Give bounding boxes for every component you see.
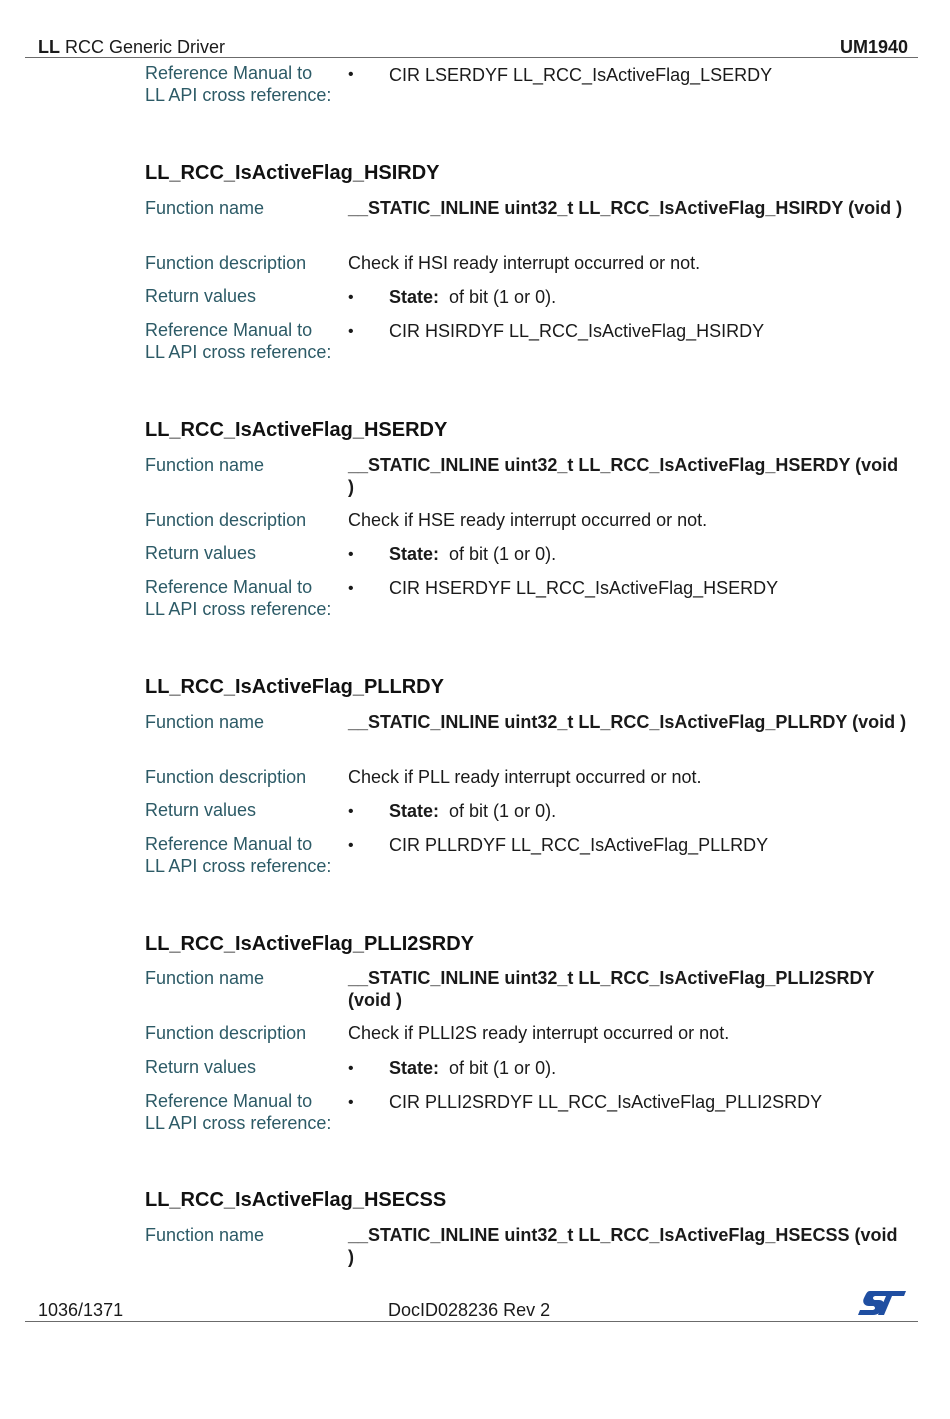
function-signature: __STATIC_INLINE uint32_t LL_RCC_IsActiveFlag_PLLRDY (void )	[348, 712, 907, 732]
header-title	[38, 36, 225, 58]
function-description-label: Function description	[145, 767, 307, 787]
function-signature: __STATIC_INLINE uint32_t LL_RCC_IsActiveFlag_HSIRDY (void )	[348, 198, 903, 218]
function-description: Check if PLLI2S ready interrupt occurred or not.	[348, 1023, 730, 1043]
section-title: LL_RCC_IsActiveFlag_PLLRDY	[145, 676, 444, 698]
section-title: LL_RCC_IsActiveFlag_HSIRDY	[145, 162, 440, 184]
return-state-label: State:	[389, 287, 440, 307]
return-values-label: Return values	[145, 1057, 257, 1077]
bullet-icon: •	[348, 66, 354, 83]
function-name-label: Function name	[145, 1225, 265, 1245]
return-values-label: Return values	[145, 800, 257, 820]
bullet-icon: •	[348, 546, 354, 563]
bullet-icon: •	[348, 837, 354, 854]
header-title-rest: RCC Generic Driver	[60, 37, 226, 57]
top-reference-item: CIR LSERDYF LL_RCC_IsActiveFlag_LSERDY	[389, 65, 773, 85]
function-description: Check if HSI ready interrupt occurred or not.	[348, 253, 701, 273]
bullet-icon: •	[348, 803, 354, 820]
return-state-text: of bit (1 or 0).	[449, 287, 557, 307]
reference-label: Reference Manual to LL API cross reference:	[145, 1091, 332, 1133]
document-id: DocID028236 Rev 2	[388, 1300, 551, 1320]
function-signature: __STATIC_INLINE uint32_t LL_RCC_IsActiveFlag_HSERDY (void )	[348, 455, 899, 497]
bullet-icon: •	[348, 1060, 354, 1077]
return-state-label: State:	[389, 801, 440, 821]
return-state-text: of bit (1 or 0).	[449, 544, 557, 564]
return-value-item	[389, 286, 919, 308]
reference-item: CIR HSERDYF LL_RCC_IsActiveFlag_HSERDY	[389, 578, 779, 598]
section-title: LL_RCC_IsActiveFlag_HSERDY	[145, 419, 448, 441]
function-description: Check if HSE ready interrupt occurred or not.	[348, 510, 708, 530]
function-name-label: Function name	[145, 455, 265, 475]
return-state-text: of bit (1 or 0).	[449, 1058, 557, 1078]
bullet-icon: •	[348, 580, 354, 597]
function-name-label: Function name	[145, 968, 265, 988]
section-title: LL_RCC_IsActiveFlag_HSECSS	[145, 1189, 447, 1211]
reference-label: Reference Manual to LL API cross reference:	[145, 834, 332, 876]
reference-item: CIR PLLRDYF LL_RCC_IsActiveFlag_PLLRDY	[389, 835, 769, 855]
reference-label: Reference Manual to LL API cross reference:	[145, 320, 332, 362]
function-name-label: Function name	[145, 712, 265, 732]
header-divider	[25, 57, 918, 58]
return-value-item	[389, 800, 919, 822]
return-values-label: Return values	[145, 543, 257, 563]
function-description: Check if PLL ready interrupt occurred or not.	[348, 767, 702, 787]
function-description-label: Function description	[145, 1023, 307, 1043]
return-state-text: of bit (1 or 0).	[449, 801, 557, 821]
function-description-label: Function description	[145, 253, 307, 273]
page-number: 1036/1371	[38, 1300, 124, 1320]
function-name-label: Function name	[145, 198, 265, 218]
bullet-icon: •	[348, 323, 354, 340]
return-state-label: State:	[389, 1058, 440, 1078]
header-title-bold: LL	[38, 37, 60, 57]
function-signature: __STATIC_INLINE uint32_t LL_RCC_IsActiveFlag_PLLI2SRDY (void )	[348, 968, 875, 1010]
return-values-label: Return values	[145, 286, 257, 306]
page-header	[38, 36, 908, 58]
st-logo-icon	[856, 1288, 908, 1318]
function-description-label: Function description	[145, 510, 307, 530]
return-value-item	[389, 1057, 919, 1079]
document-number: UM1940	[839, 37, 908, 57]
bullet-icon: •	[348, 1094, 354, 1111]
reference-item: CIR HSIRDYF LL_RCC_IsActiveFlag_HSIRDY	[389, 321, 765, 341]
footer-divider	[25, 1321, 918, 1322]
function-signature: __STATIC_INLINE uint32_t LL_RCC_IsActiveFlag_HSECSS (void )	[348, 1225, 898, 1267]
reference-label: Reference Manual to LL API cross reference:	[145, 577, 332, 619]
section-title: LL_RCC_IsActiveFlag_PLLI2SRDY	[145, 933, 474, 955]
return-value-item	[389, 543, 919, 565]
bullet-icon: •	[348, 289, 354, 306]
return-state-label: State:	[389, 544, 440, 564]
reference-item: CIR PLLI2SRDYF LL_RCC_IsActiveFlag_PLLI2SRDY	[389, 1092, 823, 1112]
top-reference-label: Reference Manual to LL API cross reference:	[145, 63, 332, 105]
